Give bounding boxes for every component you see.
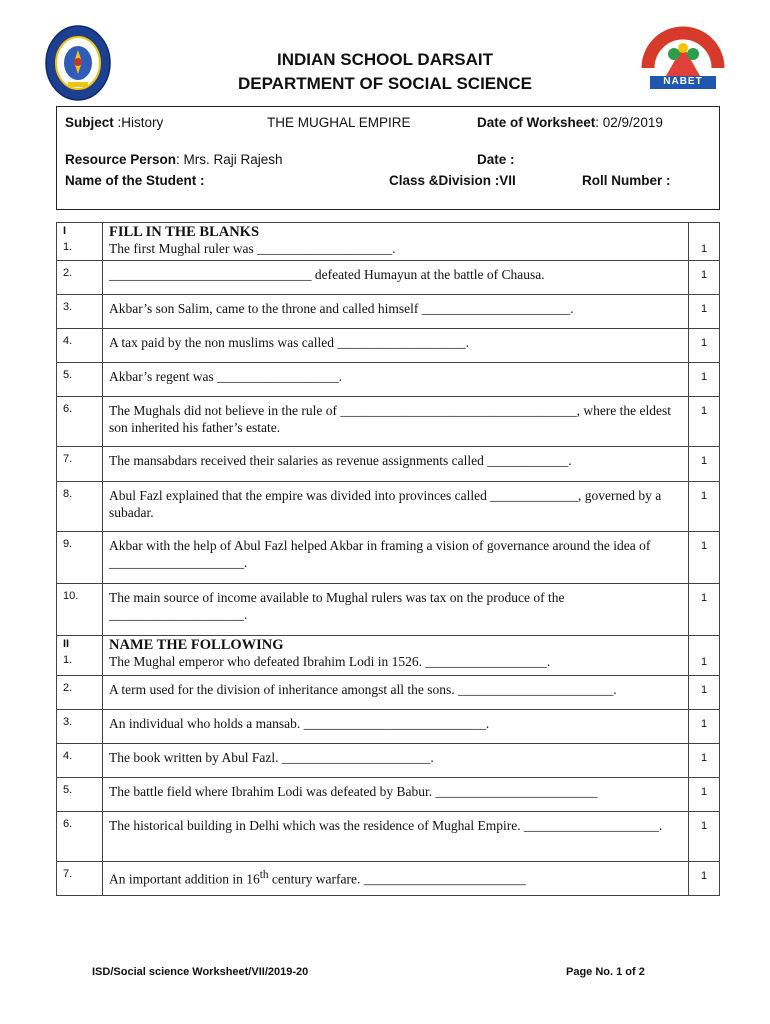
question-row <box>57 261 720 295</box>
marks-cell: 1 <box>689 710 720 744</box>
date-label: Date : <box>477 152 515 167</box>
section-title: NAME THE FOLLOWING <box>109 637 284 653</box>
question-row <box>57 778 720 812</box>
question-text: The Mughal emperor who defeated Ibrahim Lodi in 1526. __________________. <box>109 654 551 669</box>
nabet-badge-text: NABET <box>663 76 703 87</box>
question-number: 5. <box>57 363 103 397</box>
question-number: 2. <box>57 676 103 710</box>
question-text: Akbar’s son Salim, came to the throne and called himself ______________________. <box>103 295 689 329</box>
question-text: The first Mughal ruler was ____________________. <box>109 241 396 256</box>
subject-label: Subject <box>65 115 114 130</box>
question-number: 2. <box>57 261 103 295</box>
marks-cell: 1 <box>689 295 720 329</box>
marks-cell: 1 <box>689 447 720 482</box>
superscript-th: th <box>259 869 269 881</box>
marks-cell: 1 <box>689 636 720 676</box>
question-number: 10. <box>57 584 103 636</box>
question-row <box>57 397 720 447</box>
marks-cell: 1 <box>689 862 720 896</box>
question-number: 3. <box>57 295 103 329</box>
question-text: ______________________________ defeated Humayun at the battle of Chausa. <box>103 261 689 295</box>
question-row <box>57 584 720 636</box>
question-text: A term used for the division of inheritance amongst all the sons. _______________________. <box>103 676 689 710</box>
marks-cell: 1 <box>689 329 720 363</box>
question-cell <box>103 636 689 676</box>
marks-cell: 1 <box>689 482 720 532</box>
question-text: The historical building in Delhi which was the residence of Mughal Empire. ____________________. <box>103 812 689 862</box>
marks-cell: 1 <box>689 676 720 710</box>
marks-cell: 1 <box>689 744 720 778</box>
worksheet-info-box <box>56 106 720 210</box>
question-number: 8. <box>57 482 103 532</box>
question-text: An individual who holds a mansab. ___________________________. <box>103 710 689 744</box>
question-text: The main source of income available to Mughal rulers was tax on the produce of the ____________________. <box>103 584 689 636</box>
question-row <box>57 812 720 862</box>
school-name: INDIAN SCHOOL DARSAIT <box>277 50 493 69</box>
resource-person-value: : Mrs. Raji Rajesh <box>176 152 283 167</box>
class-division-label: Class &Division :VII <box>389 173 516 188</box>
question-row <box>57 636 720 676</box>
question-row <box>57 532 720 584</box>
question-text: The Mughals did not believe in the rule of ___________________________________, where the eldest son inherited his father’s estate. <box>103 397 689 447</box>
date-of-worksheet-field <box>477 115 663 130</box>
question-text: The book written by Abul Fazl. ______________________. <box>103 744 689 778</box>
question-row <box>57 744 720 778</box>
question-row <box>57 447 720 482</box>
question-text: Akbar’s regent was __________________. <box>103 363 689 397</box>
question-text: A tax paid by the non muslims was called ___________________. <box>103 329 689 363</box>
question-number: 3. <box>57 710 103 744</box>
worksheet-table <box>56 222 720 896</box>
date-of-worksheet-label: Date of Worksheet <box>477 115 596 130</box>
question-number: 4. <box>57 329 103 363</box>
question-row <box>57 482 720 532</box>
question-number: 1. <box>63 241 73 253</box>
question-number: 4. <box>57 744 103 778</box>
question-row <box>57 295 720 329</box>
section-title: FILL IN THE BLANKS <box>109 224 260 240</box>
marks-cell: 1 <box>689 261 720 295</box>
question-number: 6. <box>57 397 103 447</box>
subject-value: :History <box>117 115 164 130</box>
question-number: 6. <box>57 812 103 862</box>
question-row <box>57 676 720 710</box>
subject-field <box>65 115 163 130</box>
footer-worksheet-code: ISD/Social science Worksheet/VII/2019-20 <box>92 966 309 978</box>
question-text <box>103 862 689 896</box>
marks-cell: 1 <box>689 812 720 862</box>
question-row <box>57 862 720 896</box>
question-row <box>57 363 720 397</box>
question-number: 5. <box>57 778 103 812</box>
question-text: The mansabdars received their salaries as revenue assignments called ____________. <box>103 447 689 482</box>
question-number: 7. <box>57 862 103 896</box>
question-row <box>57 710 720 744</box>
date-of-worksheet-value: : 02/9/2019 <box>595 115 663 130</box>
footer-page-number: Page No. 1 of 2 <box>566 966 645 978</box>
question-number-cell <box>57 636 103 676</box>
question-text-start: An important addition in 16 <box>109 871 260 887</box>
question-text-end: century warfare. ________________________ <box>268 871 526 887</box>
section-numeral: I <box>63 225 67 237</box>
department-title: DEPARTMENT OF SOCIAL SCIENCE <box>237 74 533 93</box>
question-row <box>57 223 720 261</box>
resource-person-field <box>65 152 283 167</box>
marks-cell: 1 <box>689 778 720 812</box>
marks-cell: 1 <box>689 223 720 261</box>
student-name-label: Name of the Student : <box>65 173 205 188</box>
question-text: Abul Fazl explained that the empire was divided into provinces called _____________, governed by a subadar. <box>103 482 689 532</box>
question-number: 1. <box>63 654 73 666</box>
roll-number-label: Roll Number : <box>582 173 671 188</box>
question-text: The battle field where Ibrahim Lodi was defeated by Babur. ________________________ <box>103 778 689 812</box>
marks-cell: 1 <box>689 363 720 397</box>
question-text: Akbar with the help of Abul Fazl helped Akbar in framing a vision of governance around the idea of ____________________. <box>103 532 689 584</box>
question-row <box>57 329 720 363</box>
question-cell <box>103 223 689 261</box>
question-number: 9. <box>57 532 103 584</box>
section-numeral: II <box>63 638 70 650</box>
question-number-cell <box>57 223 103 261</box>
topic-title: THE MUGHAL EMPIRE <box>267 115 411 130</box>
resource-person-label: Resource Person <box>65 152 177 167</box>
marks-cell: 1 <box>689 397 720 447</box>
question-number: 7. <box>57 447 103 482</box>
marks-cell: 1 <box>689 532 720 584</box>
marks-cell: 1 <box>689 584 720 636</box>
